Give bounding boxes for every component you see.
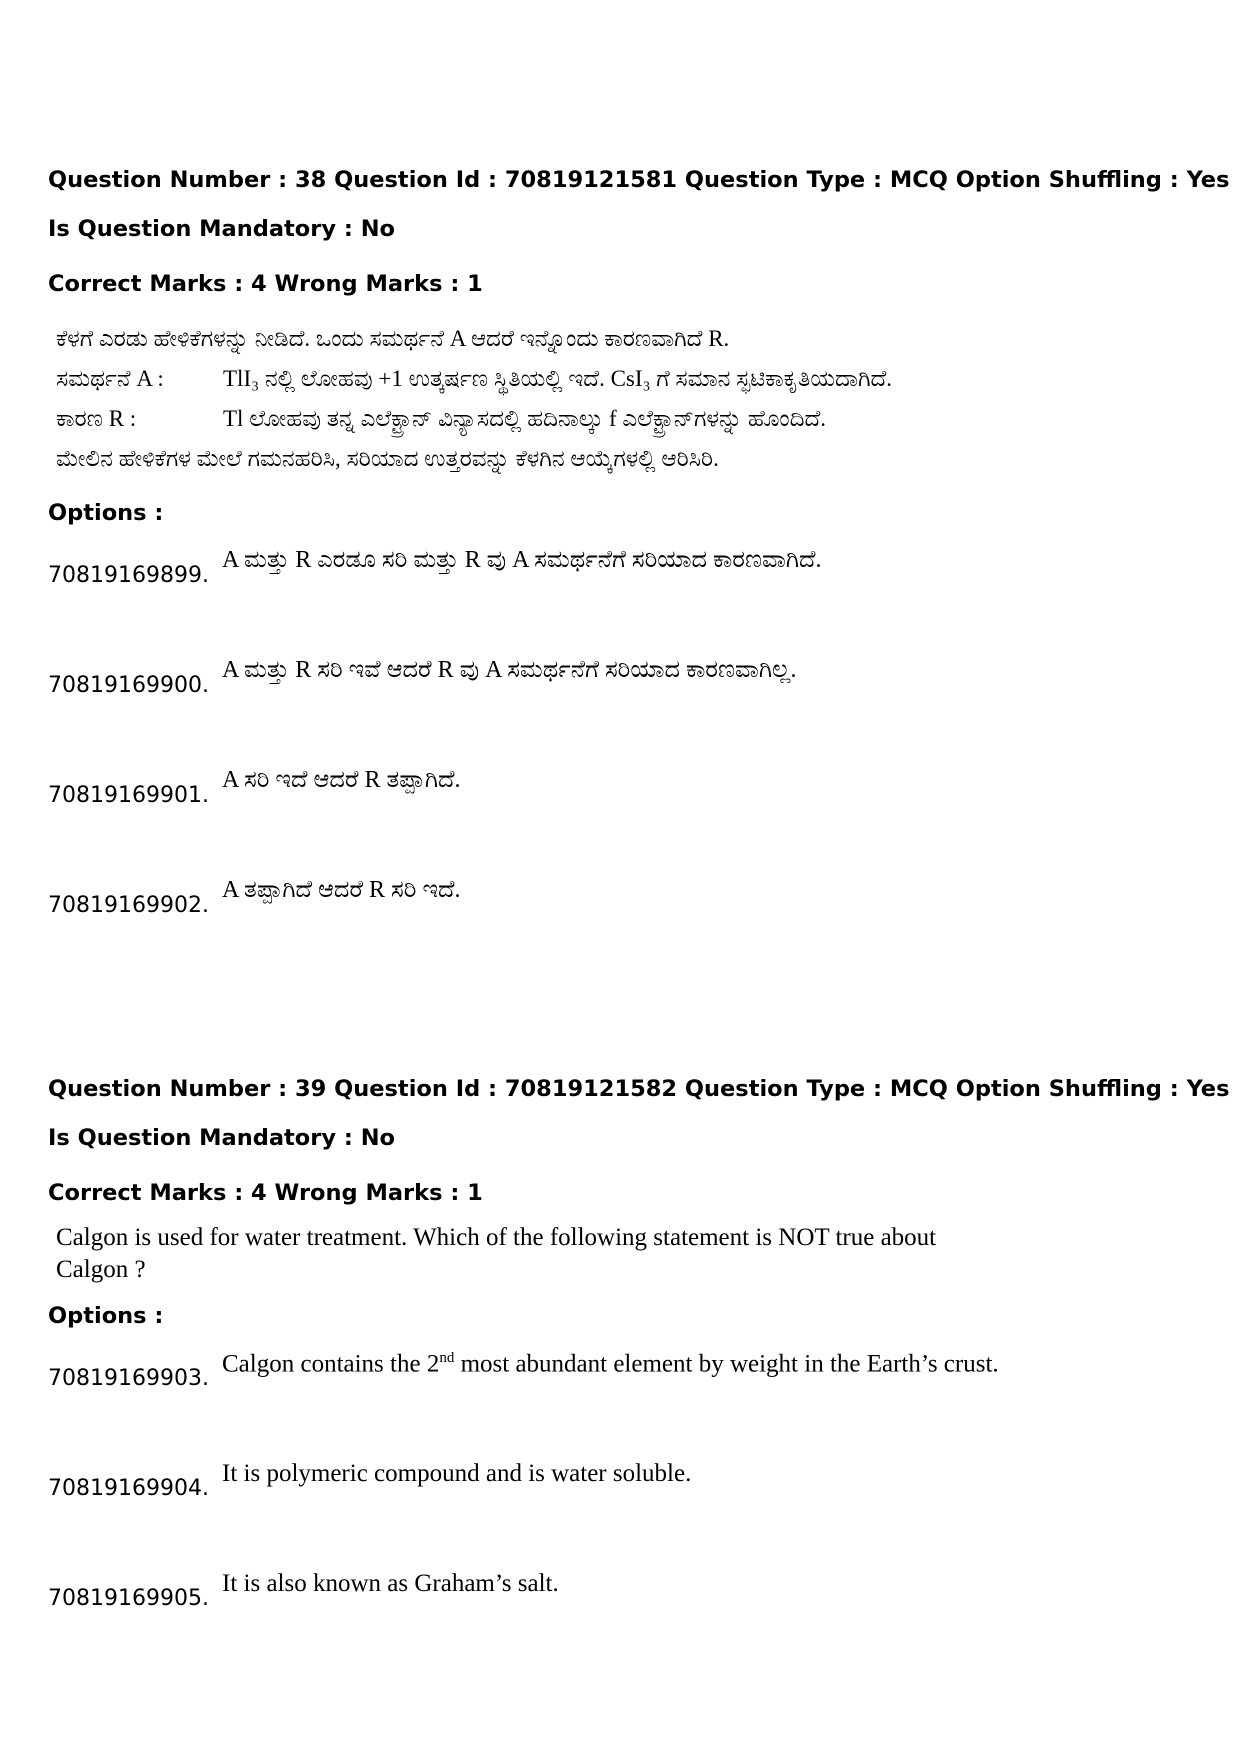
option-id: 70819169903. [48, 1366, 209, 1391]
assertion-text: TlI₃ ನಲ್ಲಿ ಲೋಹವು +1 ಉತ್ಕರ್ಷಣ ಸ್ಥಿತಿಯಲ್ಲಿ ಇದೆ. CsI₃ ಗೆ ಸಮಾನ ಸ್ಫಟಿಕಾಕೃತಿಯದಾಗಿದೆ. [223, 366, 893, 391]
option-item[interactable] [48, 547, 1208, 657]
question-instruction: ಮೇಲಿನ ಹೇಳಿಕೆಗಳ ಮೇಲೆ ಗಮನಹರಿಸಿ, ಸರಿಯಾದ ಉತ್ತರವನ್ನು ಕೆಳಗಿನ ಆಯ್ಕೆಗಳಲ್ಲಿ ಆರಿಸಿರಿ. [56, 446, 719, 471]
option-item[interactable] [48, 657, 1208, 767]
question-intro: ಕೆಳಗೆ ಎರಡು ಹೇಳಿಕೆಗಳನ್ನು ನೀಡಿದೆ. ಒಂದು ಸಮರ್ಥನೆ A ಆದರೆ ಇನ್ನೊಂದು ಕಾರಣವಾಗಿದೆ R. [56, 326, 730, 351]
reason-row [48, 399, 1208, 439]
question-38 [48, 156, 1230, 987]
options-heading: Options : [48, 1303, 164, 1329]
option-text: A ಮತ್ತು R ಸರಿ ಇವೆ ಆದರೆ R ವು A ಸಮರ್ಥನೆಗೆ ಸರಿಯಾದ ಕಾರಣವಾಗಿಲ್ಲ. [222, 657, 797, 683]
option-id: 70819169904. [48, 1476, 209, 1501]
reason-label: ಕಾರಣ R : [56, 406, 137, 431]
option-id: 70819169899. [48, 563, 209, 588]
option-item[interactable] [48, 1350, 1208, 1460]
mandatory-line: Is Question Mandatory : No [48, 1125, 395, 1151]
option-id: 70819169900. [48, 673, 209, 698]
question-39 [48, 1065, 1230, 1680]
option-text: A ಸರಿ ಇದೆ ಆದರೆ R ತಪ್ಪಾಗಿದೆ. [222, 767, 461, 793]
option-id: 70819169901. [48, 783, 209, 808]
options-list [48, 1350, 1208, 1680]
option-item[interactable] [48, 1460, 1208, 1570]
question-text-line: Calgon is used for water treatment. Which of the following statement is NOT true about [56, 1224, 937, 1251]
option-item[interactable] [48, 767, 1208, 877]
question-meta-line: Question Number : 39 Question Id : 70819121582 Question Type : MCQ Option Shuffling : Yes [48, 1076, 1230, 1102]
option-item[interactable] [48, 1570, 1208, 1680]
option-text: A ತಪ್ಪಾಗಿದೆ ಆದರೆ R ಸರಿ ಇದೆ. [222, 877, 461, 903]
option-text-superscript: nd [439, 1350, 455, 1366]
option-id: 70819169902. [48, 893, 209, 918]
reason-text: Tl ಲೋಹವು ತನ್ನ ಎಲೆಕ್ಟ್ರಾನ್ ವಿನ್ಯಾಸದಲ್ಲಿ ಹದಿನಾಲ್ಕು f ಎಲೆಕ್ಟ್ರಾನ್‌ಗಳನ್ನು ಹೊಂದಿದೆ. [223, 406, 827, 431]
options-heading: Options : [48, 500, 164, 526]
option-text: It is also known as Graham’s salt. [222, 1570, 559, 1597]
option-text: It is polymeric compound and is water soluble. [222, 1460, 692, 1487]
option-item[interactable] [48, 877, 1208, 987]
assertion-row [48, 359, 1208, 399]
question-text-line: Calgon ? [56, 1256, 146, 1283]
marks-line: Correct Marks : 4 Wrong Marks : 1 [48, 1180, 483, 1206]
question-body [48, 319, 1208, 479]
option-text [222, 1350, 999, 1378]
option-text-part: most abundant element by weight in the Earth’s crust. [454, 1350, 999, 1378]
question-meta-line: Question Number : 38 Question Id : 70819121581 Question Type : MCQ Option Shuffling : Yes [48, 167, 1230, 193]
option-text-part: Calgon contains the 2 [222, 1350, 440, 1378]
assertion-label: ಸಮರ್ಥನೆ A : [56, 366, 164, 391]
option-text: A ಮತ್ತು R ಎರಡೂ ಸರಿ ಮತ್ತು R ವು A ಸಮರ್ಥನೆಗೆ ಸರಿಯಾದ ಕಾರಣವಾಗಿದೆ. [222, 547, 822, 573]
mandatory-line: Is Question Mandatory : No [48, 216, 395, 242]
options-list [48, 547, 1208, 987]
option-id: 70819169905. [48, 1586, 209, 1611]
marks-line: Correct Marks : 4 Wrong Marks : 1 [48, 271, 483, 297]
question-body [48, 1222, 1208, 1286]
